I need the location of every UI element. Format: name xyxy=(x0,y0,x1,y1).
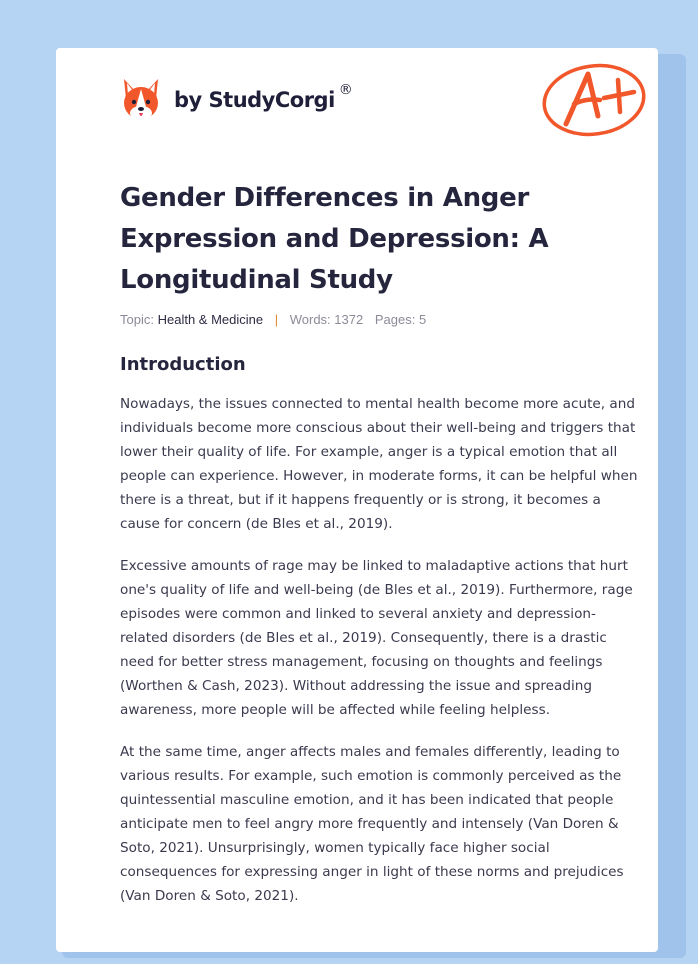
paragraph: Excessive amounts of rage may be linked to maladaptive actions that hurt one's quality of life and well-being (de Bles et al., 2019). Furthermore, rage episodes were common and linked to several anxiety and depression-related disorders (de Bles et al., 2019). Consequently, there is a drastic need for better stress management, focusing on thoughts and feelings (Worthen & Cash, 2023). Without addressing the issue and spreading awareness, more people will be affected while feeling helpless. xyxy=(120,558,633,718)
article-title: Gender Differences in Anger Expression and Depression: A Longitudinal Study xyxy=(120,183,549,295)
paragraph: Nowadays, the issues connected to mental health become more acute, and individuals become more conscious about their well-being and triggers that lower their quality of life. For example, anger is a typical emotion that all people can experience. However, in moderate forms, it can be helpful when there is a threat, but if it happens frequently or is strong, it becomes a cause for concern (de Bles et al., 2019). xyxy=(120,396,638,532)
article-meta xyxy=(120,312,426,327)
a-plus-grade-icon xyxy=(538,58,650,140)
corgi-icon xyxy=(120,77,162,123)
pages-label: Pages: xyxy=(374,312,416,327)
paragraph: At the same time, anger affects males and females differently, leading to various results. For example, such emotion is commonly perceived as the quintessential masculine emotion, and it has been indicated that people anticipate men to feel angry more frequently and intensely (Van Doren & Soto, 2021). Unsurprisingly, women typically face higher social consequences for expressing anger in light of these norms and prejudices (Van Doren & Soto, 2021). xyxy=(120,744,624,904)
pages-count: 5 xyxy=(418,312,427,327)
document-page xyxy=(56,48,658,952)
section-heading: Introduction xyxy=(120,354,246,375)
words-label: Words: xyxy=(289,312,331,327)
brand-name: by StudyCorgi xyxy=(174,88,335,112)
words-count: 1372 xyxy=(334,312,364,327)
brand-header[interactable] xyxy=(120,75,353,125)
registered-mark: ® xyxy=(338,82,353,98)
meta-separator: | xyxy=(274,312,279,327)
article-body xyxy=(120,392,640,926)
topic-link[interactable]: Health & Medicine xyxy=(157,312,264,327)
topic-label: Topic: xyxy=(120,312,154,327)
